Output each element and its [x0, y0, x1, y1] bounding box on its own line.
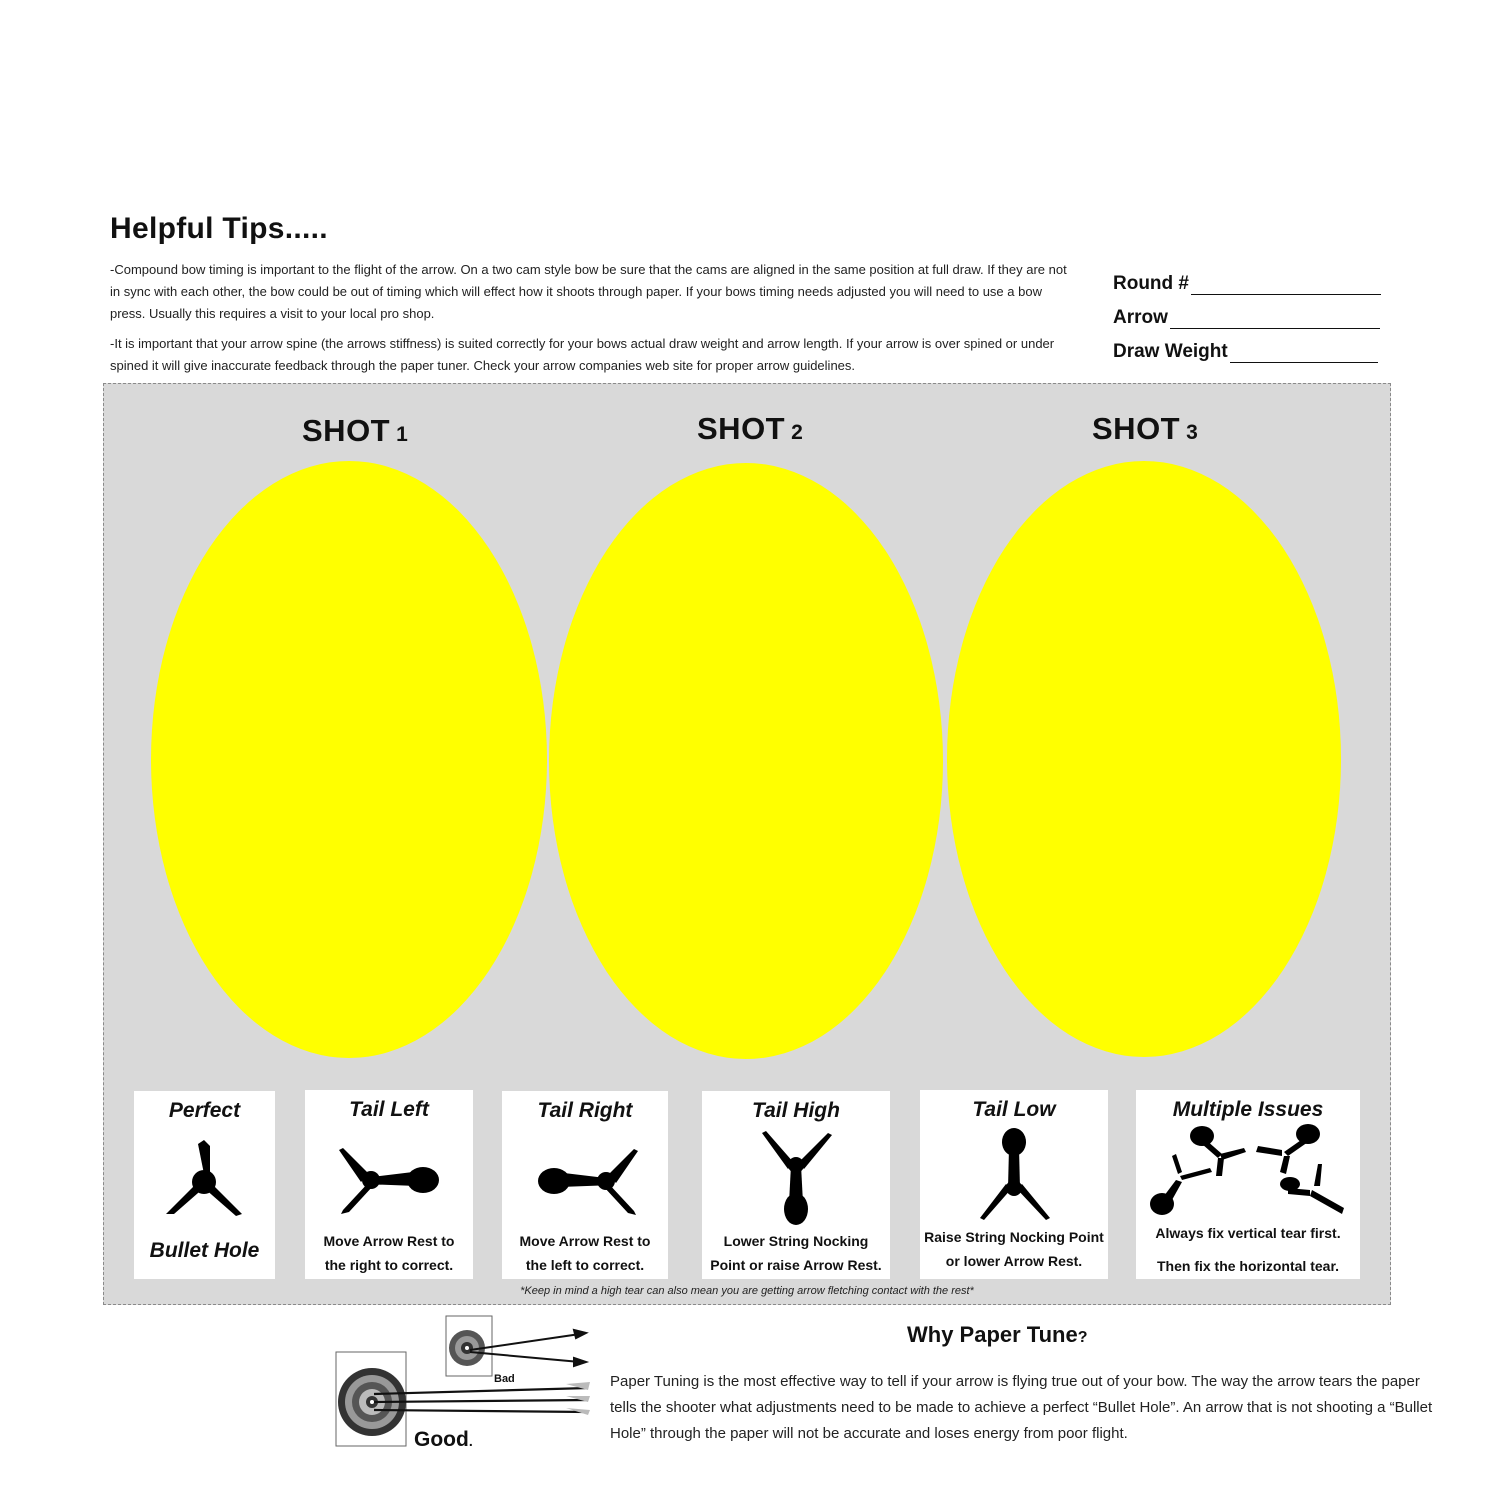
card-multiple-issues: [1136, 1090, 1360, 1279]
tail-low-tear-icon: [976, 1126, 1052, 1226]
draw-weight-label: Draw Weight: [1113, 341, 1228, 362]
why-paper-tune-body: Paper Tuning is the most effective way to tell if your arrow is flying true out of your bow. The way the arrow tears the paper tells the shooter what adjustments need to be made to achieve a perfect “Bullet Hole”. An arrow that is not shooting a “Bullet Hole” through the paper will not be accurate and loses energy from poor flight.: [610, 1373, 1433, 1442]
draw-weight-field[interactable]: [1113, 341, 1378, 363]
card-title: Tail High: [752, 1099, 840, 1122]
arrow-field[interactable]: [1113, 307, 1380, 329]
arrow-line[interactable]: [1170, 310, 1380, 329]
why-paper-tune-title: Why Paper Tune?: [907, 1322, 1088, 1347]
card-title: Perfect: [168, 1099, 241, 1122]
card-title: Tail Left: [349, 1098, 429, 1121]
perfect-tear-icon: [154, 1136, 254, 1226]
card-desc-line-1: Raise String Nocking Point: [924, 1229, 1104, 1245]
shot-2-target[interactable]: [549, 463, 943, 1059]
card-desc-line-2: the left to correct.: [525, 1257, 645, 1273]
card-desc-line-2: the right to correct.: [324, 1257, 454, 1273]
round-field[interactable]: [1113, 273, 1381, 295]
shot-3-label: SHOT 3: [1092, 411, 1199, 446]
card-title: Tail Low: [972, 1098, 1056, 1121]
card-desc-line-1: Always fix vertical tear first.: [1155, 1225, 1341, 1241]
round-line[interactable]: [1191, 276, 1381, 295]
footnote: *Keep in mind a high tear can also mean you are getting arrow fletching contact with the rest*: [520, 1285, 974, 1297]
card-tail-high: [702, 1091, 890, 1279]
card-desc-line-2: Point or raise Arrow Rest.: [710, 1257, 882, 1273]
tail-left-tear-icon: [333, 1142, 445, 1218]
card-desc-line-1: Move Arrow Rest to: [519, 1233, 651, 1249]
card-tail-low: [920, 1090, 1108, 1279]
arrow-label: Arrow: [1113, 307, 1168, 328]
tail-right-tear-icon: [532, 1143, 644, 1219]
shot-2-label: SHOT 2: [697, 411, 804, 446]
paper-tune-illustration: [330, 1314, 600, 1454]
card-perfect: [134, 1091, 275, 1279]
card-tail-right: [502, 1091, 668, 1279]
card-title: Tail Right: [537, 1099, 633, 1122]
card-title: Multiple Issues: [1172, 1098, 1324, 1121]
tip-arrow-spine: -It is important that your arrow spine (the arrows stiffness) is suited correctly for your bows actual draw weight and arrow length. If your arrow is over spined or under spined it will give inaccurate feedback through the paper tuner. Check your arrow companies web site for proper arrow guidelines.: [110, 336, 1055, 373]
shot-3-target[interactable]: [947, 461, 1341, 1057]
card-desc-line-1: Move Arrow Rest to: [323, 1233, 455, 1249]
card-desc-line-2: Then fix the horizontal tear.: [1156, 1258, 1340, 1274]
card-desc-line-1: Lower String Nocking: [723, 1233, 869, 1249]
round-label: Round #: [1113, 273, 1189, 294]
good-label: Good.: [414, 1428, 473, 1451]
shot-1-target[interactable]: [151, 461, 547, 1058]
helpful-tips-title: Helpful Tips.....: [110, 212, 328, 245]
card-tail-left: [305, 1090, 473, 1279]
multiple-tears-icon: [1148, 1124, 1348, 1224]
shot-1-label: SHOT 1: [302, 413, 409, 448]
tip-bow-timing: -Compound bow timing is important to the flight of the arrow. On a two cam style bow be sure that the cams are aligned in the same position at full draw. If they are not in sync with each other, the bow could be out of timing which will effect how it shoots through paper. If your bows timing needs adjusted you will need to use a bow press. Usually this requires a visit to your local pro shop.: [110, 262, 1067, 321]
card-desc-line-2: or lower Arrow Rest.: [945, 1253, 1083, 1269]
draw-weight-line[interactable]: [1230, 344, 1378, 363]
tail-high-tear-icon: [758, 1127, 834, 1227]
bad-label: Bad: [494, 1373, 515, 1385]
card-desc: Bullet Hole: [149, 1239, 260, 1262]
